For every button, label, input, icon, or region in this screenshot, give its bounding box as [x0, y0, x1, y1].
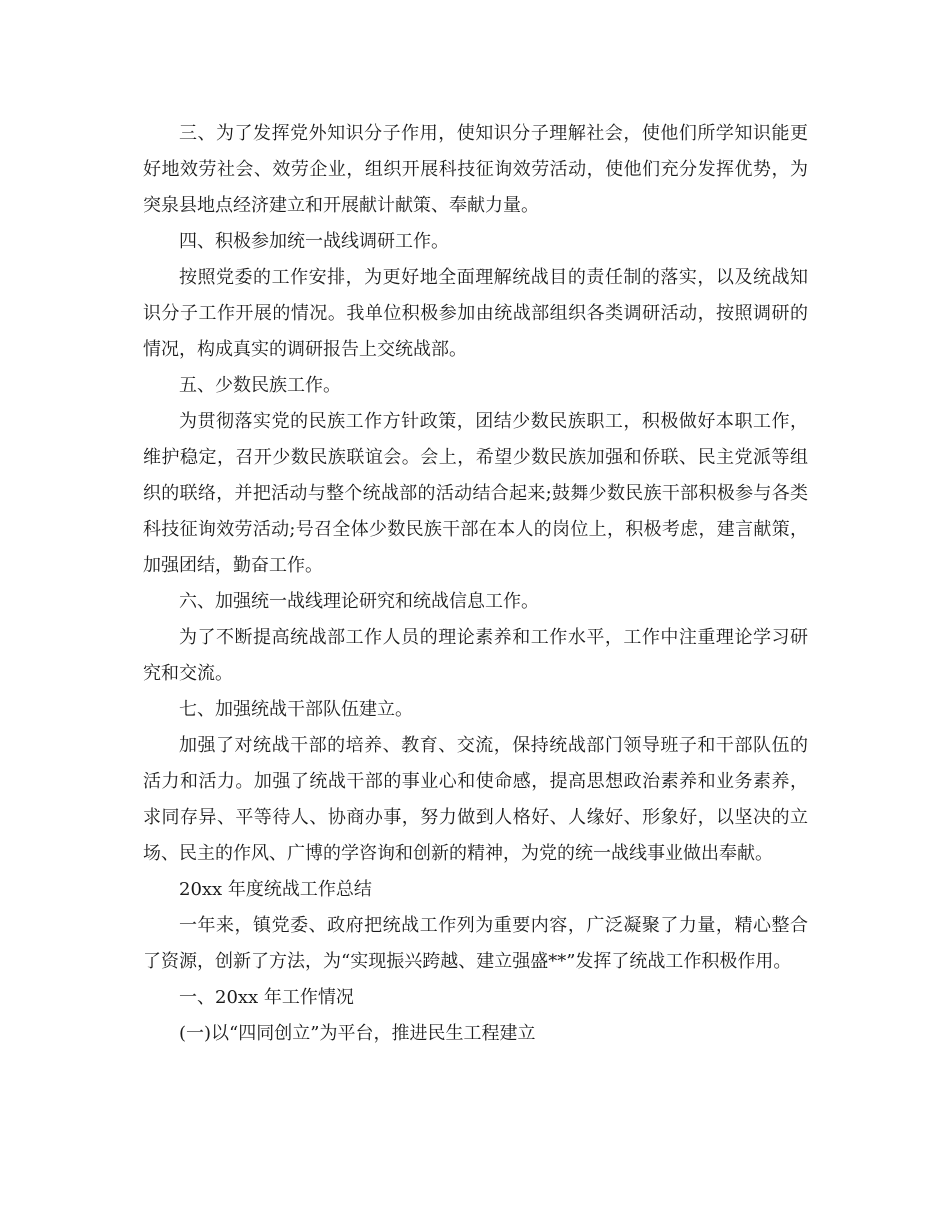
heading-subsection-one: (一)以“四同创立”为平台，推进民生工程建立 — [179, 1023, 536, 1044]
heading-section-six: 六、加强统一战线理论研究和统战信息工作。 — [179, 591, 539, 612]
paragraph-section-seven: 加强了对统战干部的培养、教育、交流，保持统战部门领导班子和干部队伍的活力和活力。加强了统战干部的事业心和使命感，提高思想政治素养和业务素养，求同存异、平等待人、协商办事，努力做到人格好、人缘好、形象好，以坚决的立场、民主的作风、广博的学咨询和创新的精神，为党的统一战线事业做出奉献。 — [143, 735, 808, 864]
paragraph-section-three: 三、为了发挥党外知识分子作用，使知识分子理解社会，使他们所学知识能更好地效劳社会、效劳企业，组织开展科技征询效劳活动，使他们充分发挥优势，为突泉县地点经济建立和开展献计献策、奉献力量。 — [143, 123, 808, 216]
document-title: 20xx 年度统战工作总结 — [179, 879, 372, 900]
heading-section-four: 四、积极参加统一战线调研工作。 — [179, 231, 449, 252]
paragraph-section-six: 为了不断提高统战部工作人员的理论素养和工作水平，工作中注重理论学习研究和交流。 — [143, 627, 808, 684]
heading-section-seven: 七、加强统战干部队伍建立。 — [179, 699, 413, 720]
paragraph-section-five: 为贯彻落实党的民族工作方针政策，团结少数民族职工，积极做好本职工作，维护稳定，召开少数民族联谊会。会上，希望少数民族加强和侨联、民主党派等组织的联络，并把活动与整个统战部的活动结合起来;鼓舞少数民族干部积极参与各类科技征询效劳活动;号召全体少数民族干部在本人的岗位上，积极考虑，建言献策，加强团结，勤奋工作。 — [143, 411, 808, 576]
paragraph-section-four: 按照党委的工作安排，为更好地全面理解统战目的责任制的落实，以及统战知识分子工作开展的情况。我单位积极参加由统战部组织各类调研活动，按照调研的情况，构成真实的调研报告上交统战部。 — [143, 267, 808, 360]
document-body — [143, 116, 808, 1052]
paragraph-intro: 一年来，镇党委、政府把统战工作列为重要内容，广泛凝聚了力量，精心整合了资源，创新了方法，为“实现振兴跨越、建立强盛**”发挥了统战工作积极作用。 — [143, 915, 808, 972]
heading-section-five: 五、少数民族工作。 — [179, 375, 341, 396]
heading-part-one: 一、20xx 年工作情况 — [179, 987, 354, 1008]
